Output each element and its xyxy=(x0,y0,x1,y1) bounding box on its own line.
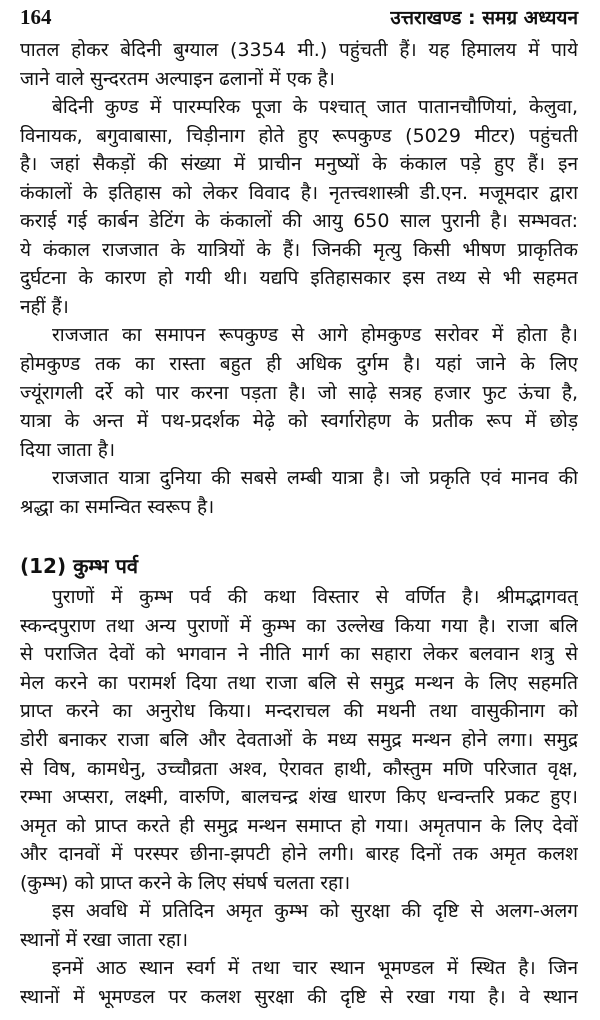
text-line: होमकुण्ड तक का रास्ता बहुत ही अधिक दुर्गम है। यहां जाने के लिए xyxy=(20,353,578,376)
text-line: पातल होकर बेदिनी बुग्याल (3354 मी.) पहुंचती हैं। यह हिमालय में पाये xyxy=(20,39,578,61)
text-line: से पराजित देवों को भगवान ने नीति मार्ग का सहारा लेकर बलवान शत्रु से xyxy=(20,643,578,666)
paragraph xyxy=(20,464,578,521)
text-line: इनमें आठ स्थान स्वर्ग में तथा चार स्थान भूमण्डल में स्थित है। जिन xyxy=(52,957,578,980)
paragraph xyxy=(20,583,578,897)
text-line: दिया जाता है। xyxy=(20,438,116,461)
text-line: प्राप्त करने का अनुरोध किया। मन्दराचल की मथनी तथा वासुकीनाग को xyxy=(20,700,578,723)
text-line: रम्भा अप्सरा, लक्ष्मी, वारुणि, बालचन्द्र शंख धारण किए धन्वन्तरि प्रकट हुए। xyxy=(20,786,578,809)
text-line: जाने वाले सुन्दरतम अल्पाइन ढलानों में एक है। xyxy=(20,67,335,90)
text-line: है। जहां सैकड़ों की संख्या में प्राचीन मनुष्यों के कंकाल पड़े हुए हैं। इन xyxy=(20,153,578,176)
paragraph xyxy=(20,954,578,1011)
text-line: राजजात यात्रा दुनिया की सबसे लम्बी यात्रा है। जो प्रकृति एवं मानव की xyxy=(52,467,578,490)
text-line: यात्रा के अन्त में पथ-प्रदर्शक मेढ़े को स्वर्गारोहण के प्रतीक रूप में छोड़ xyxy=(20,410,578,433)
text-line: बेदिनी कुण्ड में पारम्परिक पूजा के पश्चात् जात पातानचौणियां, केलुवा, xyxy=(52,96,578,119)
paragraph xyxy=(20,36,578,93)
paragraph xyxy=(20,897,578,954)
running-title: उत्तराखण्ड : समग्र अध्ययन xyxy=(390,7,578,29)
text-line: श्रद्धा का समन्वित स्वरूप है। xyxy=(20,495,215,518)
text-line: स्कन्दपुराण तथा अन्य पुराणों में कुम्भ का उल्लेख किया गया है। राजा बलि xyxy=(20,614,578,637)
text-line: कंकालों के इतिहास को लेकर विवाद है। नृतत्त्वशास्त्री डी.एन. मजूमदार द्वारा xyxy=(20,181,578,204)
text-line: नहीं हैं। xyxy=(20,295,69,318)
paragraphs-before xyxy=(20,36,578,521)
text-line: (कुम्भ) को प्राप्त करने के लिए संघर्ष चलता रहा। xyxy=(20,871,351,894)
text-line: कराई गई कार्बन डेटिंग के कंकालों की आयु 650 साल पुरानी है। सम्भवत: xyxy=(20,210,578,233)
page-number: 164 xyxy=(20,5,52,29)
text-line: मेल करने का परामर्श दिया तथा राजा बलि से समुद्र मन्थन के लिए सहमति xyxy=(20,671,578,694)
paragraphs-after xyxy=(20,583,578,1011)
text-line: और दानवों में परस्पर छीना-झपटी होने लगी। बारह दिनों तक अमृत कलश xyxy=(20,843,578,866)
text-line: दुर्घटना के कारण हो गयी थी। यद्यपि इतिहासकार इस तथ्य से भी सहमत xyxy=(20,267,578,290)
paragraph xyxy=(20,321,578,464)
text-line: इस अवधि में प्रतिदिन अमृत कुम्भ को सुरक्षा की दृष्टि से अलग-अलग xyxy=(52,900,578,923)
text-line: विनायक, बगुवाबासा, चिड़ीनाग होते हुए रूपकुण्ड (5029 मीटर) पहुंचती xyxy=(20,124,578,147)
text-line: स्थानों में रखा जाता रहा। xyxy=(20,928,189,951)
paragraph xyxy=(20,93,578,321)
text-line: स्थानों में भूमण्डल पर कलश सुरक्षा की दृष्टि से रखा गया है। वे स्थान xyxy=(20,985,578,1008)
text-line: डोरी बनाकर राजा बलि और देवताओं के मध्य समुद्र मन्थन होने लगा। समुद्र xyxy=(20,729,578,752)
text-line: पुराणों में कुम्भ पर्व की कथा विस्तार से वर्णित है। श्रीमद्भागवत् xyxy=(52,586,578,609)
text-line: से विष, कामधेनु, उच्चौव्रता अश्व, ऐरावत हाथी, कौस्तुम मणि परिजात वृक्ष, xyxy=(20,757,578,780)
text-line: ज्यूंरागली दर्रे को पार करना पड़ता है। जो साढ़े सत्रह हजार फुट ऊंचा है, xyxy=(20,381,578,404)
text-line: राजजात का समापन रूपकुण्ड से आगे होमकुण्ड सरोवर में होता है। xyxy=(52,324,578,347)
section-heading: (12) कुम्भ पर्व xyxy=(20,554,138,579)
page-header xyxy=(20,4,578,30)
text-line: ये कंकाल राजजात के यात्रियों के हैं। जिनकी मृत्यु किसी भीषण प्राकृतिक xyxy=(20,238,578,261)
text-line: अमृत को प्राप्त करते ही समुद्र मन्थन समाप्त हो गया। अमृतपान के लिए देवों xyxy=(20,814,578,837)
page-body xyxy=(20,36,578,1012)
